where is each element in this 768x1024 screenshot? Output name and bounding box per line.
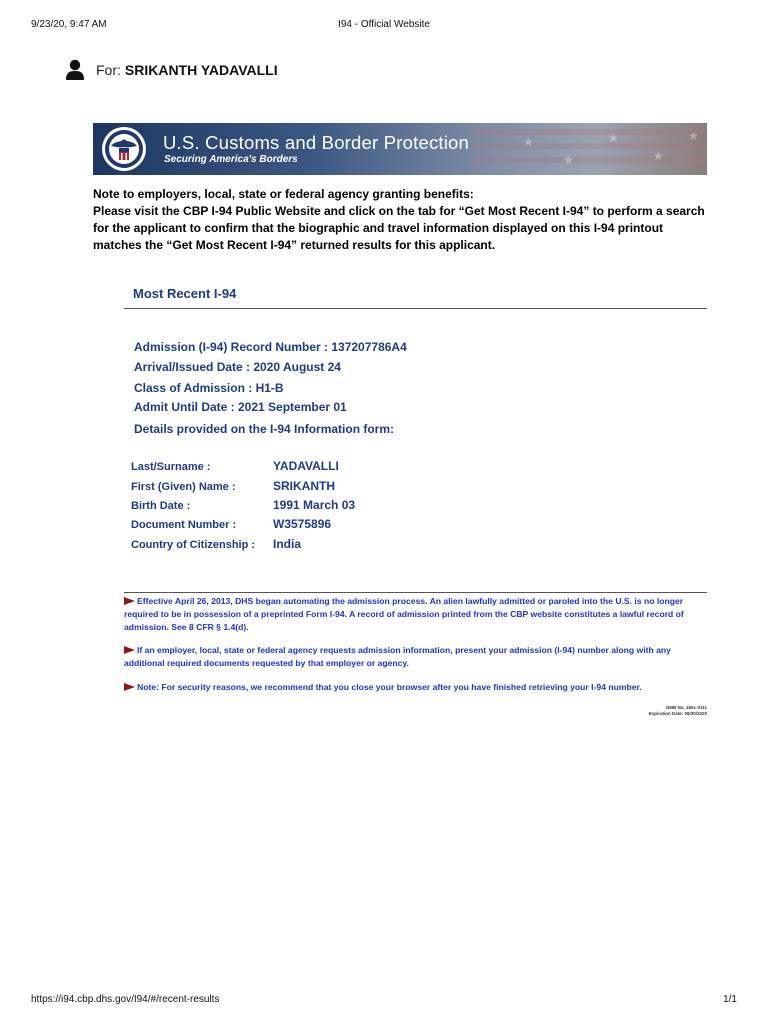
detail-label-given-name: First (Given) Name :	[131, 481, 236, 493]
notice-text: Effective April 26, 2013, DHS began automating the admission process. An alien lawfully admitted or paroled into the U.S. is no longer required to be in possession of a preprinted Form I-94. A record of admission printed from the CBP website constitutes a lawful record of admission. See 8 CFR § 1.4(d).	[124, 596, 684, 632]
detail-label-surname: Last/Surname :	[131, 461, 211, 473]
print-page-number: 1/1	[723, 994, 737, 1005]
employer-note	[93, 186, 713, 254]
notice-automation	[124, 595, 707, 634]
note-body: Please visit the CBP I-94 Public Website and click on the tab for “Get Most Recent I-94” to perform a search for the applicant to confirm that the biographic and travel information displayed on this I-94 printout matches the “Get Most Recent I-94” returned results for this applicant.	[93, 204, 705, 252]
admission-record-number: Admission (I-94) Record Number : 137207786A4	[134, 340, 407, 354]
details-intro: Details provided on the I-94 Information form:	[134, 422, 395, 436]
star-icon: ★	[608, 131, 619, 145]
notice-text: If an employer, local, state or federal agency requests admission information, present your admission (I-94) number along with any additional required documents requested by that employer or agency.	[124, 645, 671, 668]
detail-value-surname: YADAVALLI	[273, 459, 339, 473]
notice-employer-request	[124, 644, 707, 670]
arrow-bullet-icon	[124, 597, 135, 605]
star-icon: ★	[563, 153, 574, 167]
banner-title: U.S. Customs and Border Protection	[163, 132, 470, 153]
applicant-name: SRIKANTH YADAVALLI	[124, 62, 278, 78]
print-page-title: I94 - Official Website	[338, 19, 430, 30]
star-icon: ★	[688, 129, 699, 143]
user-icon	[66, 59, 84, 81]
section-title: Most Recent I-94	[133, 286, 237, 301]
admit-until-date: Admit Until Date : 2021 September 01	[134, 400, 347, 414]
section-divider	[124, 308, 707, 309]
detail-label-document-number: Document Number :	[131, 519, 237, 531]
notice-text: Note: For security reasons, we recommend that you close your browser after you have finished retrieving your I-94 number.	[137, 682, 642, 692]
omb-number: OMB No. 1651-0111	[665, 705, 707, 710]
notice-security	[124, 681, 707, 694]
class-of-admission: Class of Admission : H1-B	[134, 381, 284, 395]
dhs-seal-icon	[101, 126, 147, 172]
star-icon: ★	[523, 135, 534, 149]
notice-divider	[124, 592, 707, 593]
arrival-issued-date: Arrival/Issued Date : 2020 August 24	[134, 360, 341, 374]
arrow-bullet-icon	[124, 683, 135, 691]
print-url: https://i94.cbp.dhs.gov/I94/#/recent-results	[31, 994, 220, 1005]
cbp-banner	[93, 123, 707, 175]
arrow-bullet-icon	[124, 646, 135, 654]
detail-value-given-name: SRIKANTH	[273, 479, 335, 493]
detail-value-citizenship: India	[273, 537, 302, 551]
star-icon: ★	[653, 149, 664, 163]
banner-subtitle: Securing America's Borders	[164, 154, 298, 165]
print-datetime: 9/23/20, 9:47 AM	[31, 19, 107, 30]
omb-info	[649, 705, 707, 716]
detail-label-birth-date: Birth Date :	[131, 500, 191, 512]
for-label: For:	[96, 62, 121, 78]
omb-expiration: Expiration Date: 09/30/2020	[648, 710, 707, 716]
detail-value-birth-date: 1991 March 03	[273, 498, 356, 512]
for-row	[66, 58, 278, 82]
note-heading: Note to employers, local, state or federal agency granting benefits:	[93, 187, 474, 201]
detail-label-citizenship: Country of Citizenship :	[131, 539, 256, 551]
detail-value-document-number: W3575896	[273, 517, 332, 531]
